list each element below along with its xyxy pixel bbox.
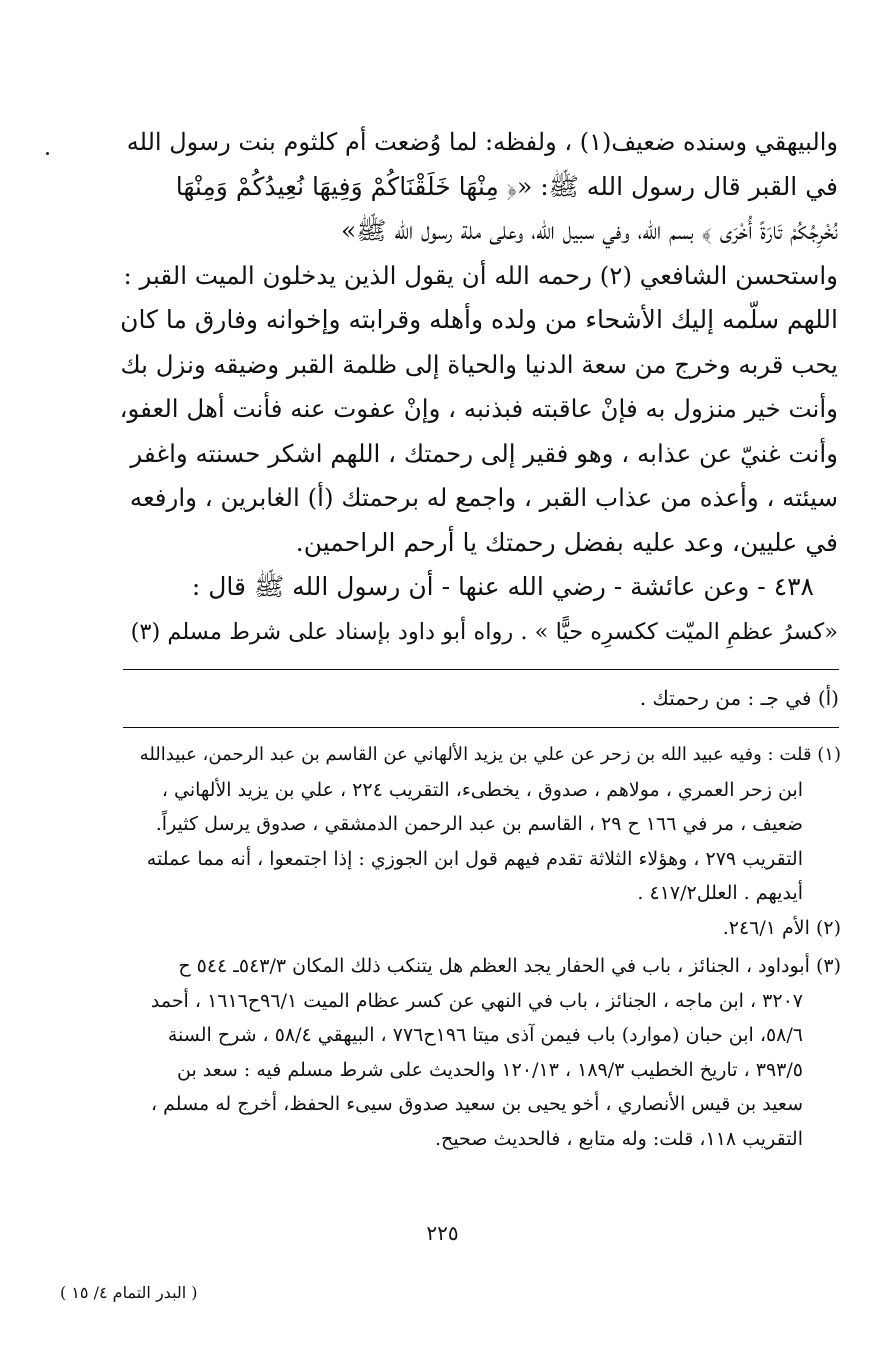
page-number: ٢٢٥ — [426, 1221, 459, 1245]
footnote-3-line-6: التقريب ١١٨، قلت: وله متابع ، فالحديث صحيح. — [435, 1127, 803, 1150]
footnote-1-line-2: ابن زحر العمري ، مولاهم ، صدوق ، يخطىء، التقريب ٢٢٤ ، علي بن يزيد الألهاني ، — [161, 778, 803, 801]
footnote-3-line-5: سعيد بن قيس الأنصاري ، أخو يحيى بن سعيد صدوق سيىء الحفظ، أخرج له مسلم ، — [150, 1093, 803, 1115]
main-line-2: في القبر قال رسول الله ﷺ: «﴿ مِنْهَا خَلَقْنَاكُمْ وَفِيهَا نُعِيدُكُمْ وَمِنْهَا — [175, 171, 838, 201]
main-line-9: سيئته ، وأعذه من عذاب القبر ، واجمع له برحمتك (أ) الغابرين ، وارفعه — [129, 483, 838, 512]
main-line-10: في عليين، وعد عليه بفضل رحمتك يا أرحم الراحمين. — [295, 527, 838, 557]
footnote-3-line-2: ٣٢٠٧ ، ابن ماجه ، الجنائز ، باب في النهي عن كسر عظام الميت ٩٦/١ح١٦١٦ ، أحمد — [150, 989, 803, 1012]
main-line-7: وأنت خير منزول به فإنْ عاقبته فبذنبه ، وإنْ عفوت عنه فأنت أهل العفو، — [120, 394, 838, 423]
variant-note: (أ) في جـ : من رحمتك . — [639, 686, 839, 710]
footnote-3-line-4: ٣٩٣/٥ ، تاريخ الخطيب ١٨٩/٣ ، ١٢٠/١٣ والحديث على شرط مسلم فيه : سعد بن — [177, 1058, 803, 1081]
main-line-4: واستحسن الشافعي (٢) رحمه الله أن يقول الذين يدخلون الميت القبر : — [123, 260, 838, 290]
main-line-5: اللهم سلّمه إليك الأشحاء من ولده وأهله وقرابته وإخوانه وفارق ما كان — [120, 305, 838, 334]
footnote-1-line-4: التقريب ٢٧٩ ، وهؤلاء الثلاثة تقدم فيهم قول ابن الجوزي : إذا اجتمعوا ، أنه مما عملته — [146, 847, 803, 870]
main-line-1: والبيهقي وسنده ضعيف(١) ، ولفظه: لما وُضعت أم كلثوم بنت رسول الله — [126, 128, 838, 156]
main-line-6: يحب قربه وخرج من سعة الدنيا والحياة إلى ظلمة القبر وضيقه ونزل بك — [120, 349, 838, 379]
footnote-1-line-3: ضعيف ، مر في ١٦٦ ح ٢٩ ، القاسم بن عبد الرحمن الدمشقي ، صدوق يرسل كثيراً. — [155, 813, 803, 835]
footnote-3-line-3: ٥٨/٦، ابن حبان (موارد) باب فيمن آذى ميتا ١٩٦ح٧٧٦ ، البيهقي ٥٨/٤ ، شرح السنة — [167, 1024, 803, 1046]
footnote-divider-top — [123, 669, 839, 670]
margin-dot — [46, 152, 49, 155]
main-line-8: وأنت غنيّ عن عذابه ، وهو فقير إلى رحمتك ، اللهم اشكر حسنته واغفر — [130, 438, 838, 468]
book-signature: ( البدر التمام ٤/ ١٥ ) — [60, 1283, 198, 1302]
footnote-1-line-5: أيديهم . العلل٤١٧/٢ . — [637, 882, 803, 904]
footnotes-block — [123, 738, 841, 1156]
main-text-block — [120, 120, 838, 654]
footnote-divider-bottom — [123, 727, 839, 728]
main-line-3: نُخْرِجُكُمْ تَارَةً أُخْرَى ﴾ بسم الله، وفي سبيل الله، وعلى ملة رسول الله ﷺ» — [340, 216, 838, 245]
footnote-2: (٢) الأم ٢٤٦/١. — [722, 916, 841, 939]
footnote-1-line-1: (١) قلت : وفيه عبيد الله بن زحر عن علي بن يزيد الألهاني عن القاسم بن عبد الرحمن، عبيدالله — [139, 744, 841, 765]
hadith-438-line-1: ٤٣٨ - وعن عائشة - رضي الله عنها - أن رسول الله ﷺ قال : — [191, 572, 814, 601]
footnote-3-line-1: (٣) أبوداود ، الجنائز ، باب في الحفار يجد العظم هل يتنكب ذلك المكان ٥٤٣/٣ـ ٥٤٤ ح — [178, 955, 841, 977]
hadith-438-line-2: «كسرُ عظمِ الميّت ككسرِه حيًّا » . رواه أبو داود بإسناد على شرط مسلم (٣) — [130, 618, 838, 645]
